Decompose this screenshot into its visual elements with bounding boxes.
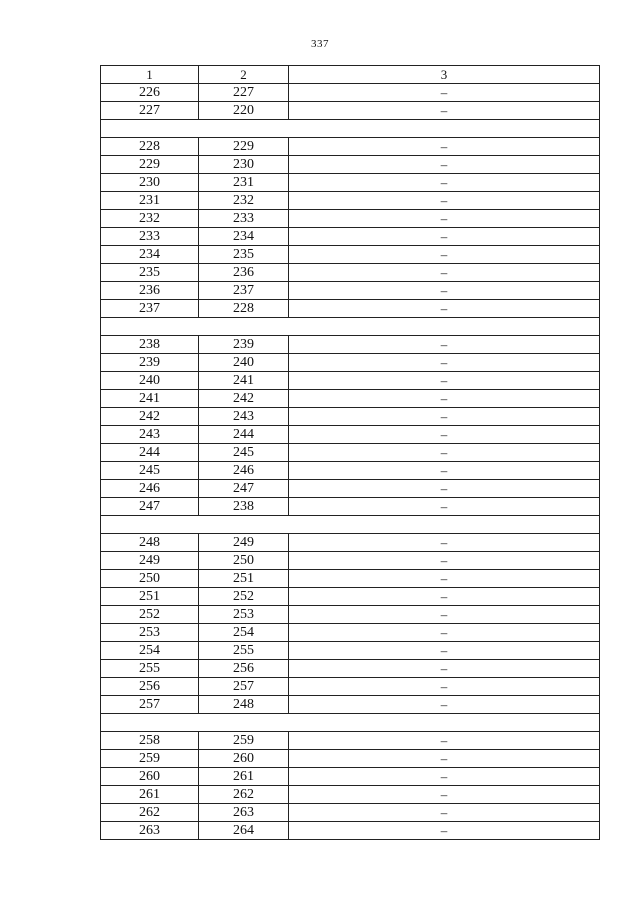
table-row (101, 588, 600, 606)
group-separator-row (101, 714, 600, 732)
table-row (101, 732, 600, 750)
table-cell-col-3: – (289, 822, 600, 840)
table-row (101, 156, 600, 174)
table-cell-col-2: 238 (199, 498, 289, 516)
table-cell-col-3: – (289, 372, 600, 390)
table-row (101, 552, 600, 570)
table-cell-col-3: – (289, 696, 600, 714)
table-cell-col-2: 254 (199, 624, 289, 642)
table-cell-col-1: 256 (101, 678, 199, 696)
table-cell-col-3: – (289, 138, 600, 156)
table-cell-col-3: – (289, 678, 600, 696)
table-cell-col-1: 242 (101, 408, 199, 426)
table-cell-col-1: 262 (101, 804, 199, 822)
table-cell-col-1: 227 (101, 102, 199, 120)
group-separator-row (101, 516, 600, 534)
table-cell-col-3: – (289, 480, 600, 498)
table-cell-col-2: 252 (199, 588, 289, 606)
table-row (101, 264, 600, 282)
table-cell-col-1: 240 (101, 372, 199, 390)
table-cell-col-2: 232 (199, 192, 289, 210)
group-separator-cell (101, 714, 600, 732)
header-cell-2: 2 (199, 66, 289, 84)
table-cell-col-3: – (289, 732, 600, 750)
table-cell-col-3: – (289, 444, 600, 462)
table-cell-col-2: 230 (199, 156, 289, 174)
table-cell-col-1: 261 (101, 786, 199, 804)
table-row (101, 282, 600, 300)
table-cell-col-2: 250 (199, 552, 289, 570)
table-cell-col-1: 234 (101, 246, 199, 264)
data-table (100, 65, 600, 840)
table-cell-col-3: – (289, 570, 600, 588)
table-cell-col-3: – (289, 354, 600, 372)
table-cell-col-1: 253 (101, 624, 199, 642)
table-cell-col-2: 256 (199, 660, 289, 678)
table-cell-col-2: 264 (199, 822, 289, 840)
table-row (101, 804, 600, 822)
table-cell-col-2: 259 (199, 732, 289, 750)
table-cell-col-3: – (289, 336, 600, 354)
table-cell-col-3: – (289, 804, 600, 822)
table-cell-col-3: – (289, 300, 600, 318)
table-row (101, 786, 600, 804)
table-cell-col-1: 229 (101, 156, 199, 174)
group-separator-cell (101, 120, 600, 138)
table-row (101, 444, 600, 462)
table-header (101, 66, 600, 84)
table-cell-col-1: 239 (101, 354, 199, 372)
table-cell-col-2: 234 (199, 228, 289, 246)
table-cell-col-2: 231 (199, 174, 289, 192)
table-cell-col-3: – (289, 426, 600, 444)
table-cell-col-2: 236 (199, 264, 289, 282)
table-cell-col-2: 262 (199, 786, 289, 804)
table-cell-col-2: 229 (199, 138, 289, 156)
table-row (101, 498, 600, 516)
table-cell-col-1: 258 (101, 732, 199, 750)
table-cell-col-3: – (289, 624, 600, 642)
table-row (101, 678, 600, 696)
table-cell-col-2: 233 (199, 210, 289, 228)
table-cell-col-3: – (289, 156, 600, 174)
table-cell-col-3: – (289, 102, 600, 120)
table-row (101, 642, 600, 660)
table-row (101, 390, 600, 408)
table-cell-col-2: 235 (199, 246, 289, 264)
table-cell-col-3: – (289, 498, 600, 516)
table-cell-col-3: – (289, 750, 600, 768)
table-row (101, 336, 600, 354)
table-cell-col-2: 246 (199, 462, 289, 480)
table-cell-col-3: – (289, 588, 600, 606)
table-cell-col-3: – (289, 768, 600, 786)
table-cell-col-1: 250 (101, 570, 199, 588)
table-cell-col-3: – (289, 210, 600, 228)
table-cell-col-3: – (289, 534, 600, 552)
table-cell-col-1: 243 (101, 426, 199, 444)
table-cell-col-1: 232 (101, 210, 199, 228)
table-cell-col-1: 255 (101, 660, 199, 678)
table-cell-col-3: – (289, 786, 600, 804)
table-cell-col-1: 235 (101, 264, 199, 282)
table-cell-col-2: 244 (199, 426, 289, 444)
table-cell-col-1: 228 (101, 138, 199, 156)
table-cell-col-2: 227 (199, 84, 289, 102)
table-cell-col-3: – (289, 174, 600, 192)
header-row (101, 66, 600, 84)
table-cell-col-1: 231 (101, 192, 199, 210)
table-row (101, 300, 600, 318)
table-cell-col-2: 260 (199, 750, 289, 768)
table-row (101, 246, 600, 264)
table-cell-col-1: 241 (101, 390, 199, 408)
table-row (101, 462, 600, 480)
table-cell-col-3: – (289, 642, 600, 660)
group-separator-cell (101, 318, 600, 336)
table-cell-col-1: 260 (101, 768, 199, 786)
table-row (101, 102, 600, 120)
table-cell-col-2: 237 (199, 282, 289, 300)
table-cell-col-1: 257 (101, 696, 199, 714)
table-cell-col-1: 245 (101, 462, 199, 480)
table-row (101, 84, 600, 102)
table-cell-col-2: 242 (199, 390, 289, 408)
table-row (101, 354, 600, 372)
table-row (101, 822, 600, 840)
table-cell-col-3: – (289, 282, 600, 300)
table-row (101, 192, 600, 210)
table-row (101, 480, 600, 498)
table-cell-col-1: 237 (101, 300, 199, 318)
table-row (101, 624, 600, 642)
table-cell-col-2: 228 (199, 300, 289, 318)
header-cell-1: 1 (101, 66, 199, 84)
group-separator-row (101, 120, 600, 138)
table-cell-col-2: 257 (199, 678, 289, 696)
page-number: 337 (311, 38, 329, 50)
table-cell-col-1: 263 (101, 822, 199, 840)
table-cell-col-1: 251 (101, 588, 199, 606)
table-cell-col-2: 245 (199, 444, 289, 462)
table-row (101, 750, 600, 768)
table-row (101, 174, 600, 192)
table-cell-col-3: – (289, 246, 600, 264)
table-cell-col-2: 263 (199, 804, 289, 822)
table-cell-col-2: 253 (199, 606, 289, 624)
table-row (101, 534, 600, 552)
table-cell-col-1: 236 (101, 282, 199, 300)
table-cell-col-3: – (289, 408, 600, 426)
table-body (101, 84, 600, 840)
table-cell-col-1: 247 (101, 498, 199, 516)
table-cell-col-2: 241 (199, 372, 289, 390)
table-cell-col-2: 261 (199, 768, 289, 786)
table-cell-col-3: – (289, 264, 600, 282)
table-cell-col-2: 248 (199, 696, 289, 714)
table-cell-col-1: 244 (101, 444, 199, 462)
table-row (101, 768, 600, 786)
table-cell-col-3: – (289, 228, 600, 246)
table-row (101, 606, 600, 624)
table-cell-col-2: 249 (199, 534, 289, 552)
table-cell-col-3: – (289, 462, 600, 480)
table-row (101, 210, 600, 228)
table-cell-col-1: 233 (101, 228, 199, 246)
header-cell-3: 3 (289, 66, 600, 84)
table-cell-col-1: 238 (101, 336, 199, 354)
table-cell-col-2: 243 (199, 408, 289, 426)
group-separator-cell (101, 516, 600, 534)
table-cell-col-1: 226 (101, 84, 199, 102)
table-cell-col-2: 240 (199, 354, 289, 372)
table-cell-col-2: 251 (199, 570, 289, 588)
table-row (101, 228, 600, 246)
table-cell-col-1: 246 (101, 480, 199, 498)
table-cell-col-3: – (289, 552, 600, 570)
table-cell-col-1: 259 (101, 750, 199, 768)
table-cell-col-2: 247 (199, 480, 289, 498)
table-row (101, 570, 600, 588)
table-cell-col-3: – (289, 84, 600, 102)
table-cell-col-1: 254 (101, 642, 199, 660)
table-row (101, 426, 600, 444)
table-row (101, 696, 600, 714)
table-cell-col-1: 249 (101, 552, 199, 570)
table-cell-col-3: – (289, 660, 600, 678)
table-cell-col-1: 248 (101, 534, 199, 552)
table-row (101, 660, 600, 678)
table-cell-col-3: – (289, 192, 600, 210)
table-cell-col-2: 239 (199, 336, 289, 354)
table-cell-col-3: – (289, 606, 600, 624)
table-cell-col-2: 255 (199, 642, 289, 660)
table-cell-col-3: – (289, 390, 600, 408)
table-cell-col-1: 230 (101, 174, 199, 192)
table-cell-col-2: 220 (199, 102, 289, 120)
table-row (101, 372, 600, 390)
table-cell-col-1: 252 (101, 606, 199, 624)
table-row (101, 408, 600, 426)
table-row (101, 138, 600, 156)
group-separator-row (101, 318, 600, 336)
